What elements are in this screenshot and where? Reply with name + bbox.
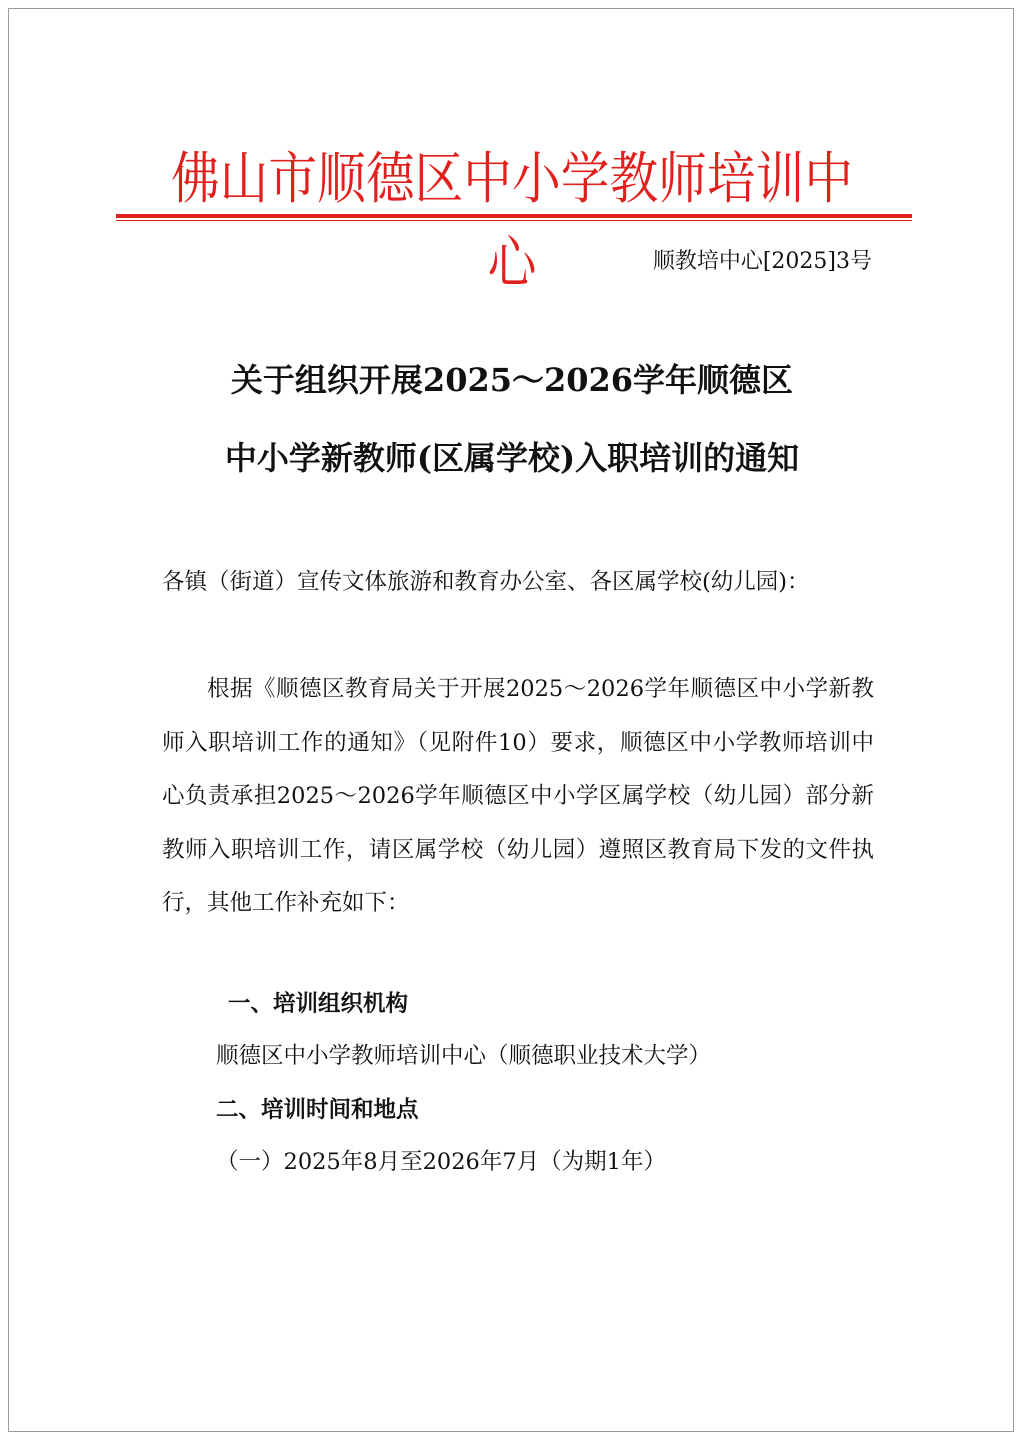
org-header: 佛山市顺德区中小学教师培训中心 xyxy=(170,147,854,296)
document-number: 顺教培中心[2025]3号 xyxy=(652,249,872,274)
section-heading-time-location: 二、培训时间和地点 xyxy=(216,1097,419,1123)
header-red-rule xyxy=(116,214,912,218)
body-paragraph: 根据《顺德区教育局关于开展2025～2026学年顺德区中小学新教师入职培训工作的通知》（见附件10）要求，顺德区中小学教师培训中心负责承担2025～2026学年顺德区中小学区属学校（幼儿园）部分新教师入职培训工作，请区属学校（幼儿园）遵照区教育局下发的文件执行，其他工作补充如下： xyxy=(162,676,874,916)
section-text-organization: 顺德区中小学教师培训中心（顺德职业技术大学） xyxy=(216,1043,712,1069)
section-heading-organization: 一、培训组织机构 xyxy=(228,991,409,1017)
title-line-1: 关于组织开展2025～2026学年顺德区 xyxy=(230,361,794,399)
section-item-time: （一）2025年8月至2026年7月（为期1年） xyxy=(216,1149,666,1175)
header-red-rule-thin xyxy=(116,220,912,221)
title-line-2: 中小学新教师(区属学校)入职培训的通知 xyxy=(224,439,800,477)
addressee: 各镇（街道）宣传文体旅游和教育办公室、各区属学校(幼儿园)： xyxy=(162,569,810,595)
